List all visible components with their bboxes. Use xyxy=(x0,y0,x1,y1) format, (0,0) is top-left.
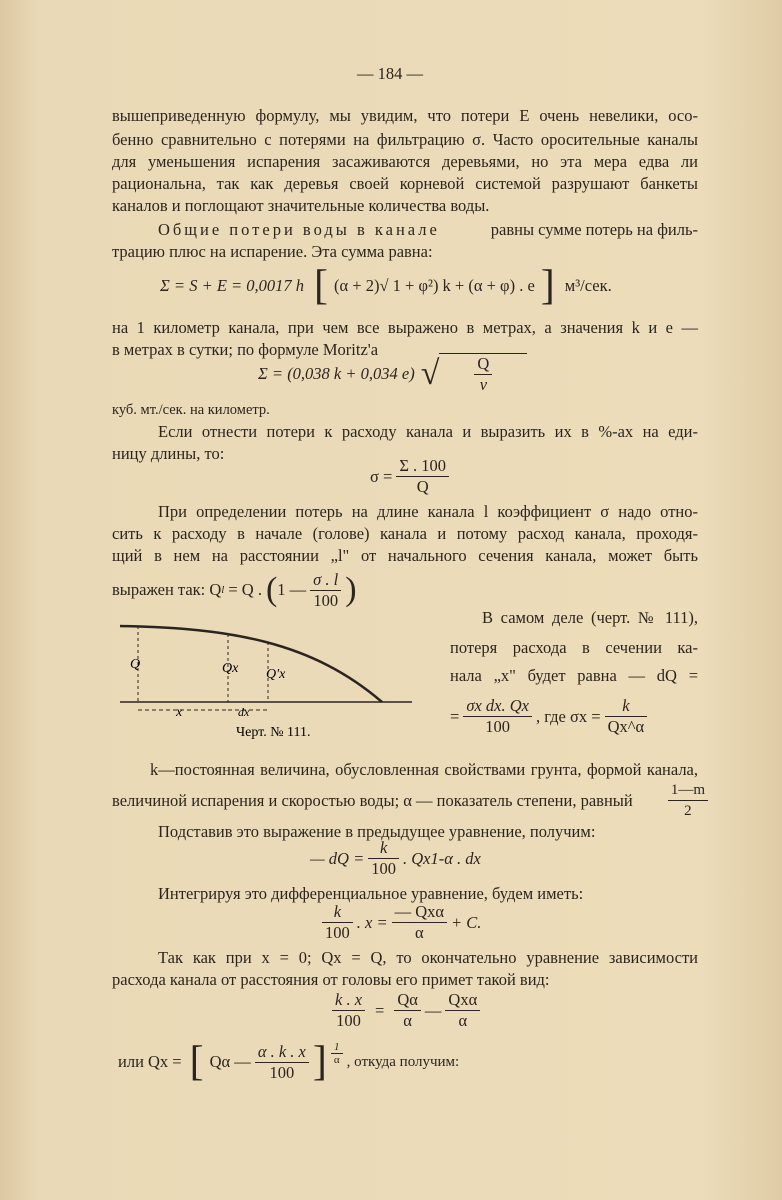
equals: = xyxy=(375,1000,385,1020)
formula-left: — dQ = xyxy=(310,848,365,868)
text-line: ницу длины, то: xyxy=(112,444,225,463)
fig-label-q: Q xyxy=(130,657,141,672)
denominator: α xyxy=(414,923,424,942)
text-fragment: = Q . xyxy=(228,580,262,599)
numerator: σx dx. Qx xyxy=(463,696,532,717)
denominator: α xyxy=(458,1011,468,1030)
subscript: l xyxy=(221,584,225,596)
text-line-spaced xyxy=(158,220,698,240)
text-line: нала „x" будет равна — dQ = xyxy=(450,666,698,685)
denominator: 100 xyxy=(485,717,511,736)
text-line-formula xyxy=(112,570,357,610)
fig-caption: Черт. № 111. xyxy=(236,725,311,740)
numerator: 1—m xyxy=(668,780,708,801)
denominator: 100 xyxy=(325,923,350,942)
text-line: В самом деле (черт. № 111), xyxy=(482,608,698,627)
text-line: потеря расхода в сечении ка- xyxy=(450,638,698,657)
formula-unit: м³/сек. xyxy=(564,276,612,295)
bracket-close: ] xyxy=(312,1039,327,1085)
text-line: Если отнести потери к расходу канала и выразить их в %-ах на еди- xyxy=(158,422,698,441)
exponent-fraction xyxy=(331,1041,343,1066)
text-line: в метрах в сутки; по формуле Moritz'a xyxy=(112,340,379,359)
bracket-open: [ xyxy=(189,1039,204,1085)
numerator: Qxα xyxy=(445,990,480,1011)
text-line-formula xyxy=(112,780,712,821)
denominator: α xyxy=(333,1053,340,1066)
formula-left: или Qx = xyxy=(118,1052,182,1071)
denominator: 2 xyxy=(684,803,692,819)
formula-qx xyxy=(118,1040,459,1084)
paren-close: ) xyxy=(345,571,357,608)
denominator: Qx^α xyxy=(607,717,645,736)
formula-final xyxy=(328,990,484,1031)
text-line: расхода канала от расстояния от головы его примет такой вид: xyxy=(112,970,550,989)
text-line: При определении потерь на длине канала l коэффициент σ надо отно- xyxy=(158,502,698,521)
formula-left: Σ = S + E = 0,0017 h xyxy=(160,276,305,295)
fig-label-dx: dx xyxy=(238,705,250,719)
text-line: Так как при x = 0; Qx = Q, то окончательно уравнение зависимости xyxy=(158,948,698,967)
text-fragment: , откуда получим: xyxy=(346,1054,460,1070)
formula-total-losses xyxy=(160,263,612,309)
formula-right: + C. xyxy=(451,912,482,932)
text-line: вышеприведенную формулу, мы увидим, что потери E очень невелики, осо- xyxy=(112,106,698,125)
text-line: куб. мт./сек. на километр. xyxy=(112,402,270,418)
denominator: v xyxy=(479,375,488,394)
fraction xyxy=(396,456,449,497)
figure-111 xyxy=(112,612,422,742)
text-fragment: величиной испарения и скоростью воды; α — показатель степени, равный xyxy=(112,790,633,810)
text-fragment: 1 — xyxy=(277,580,307,599)
fraction xyxy=(332,990,365,1031)
text-line: рациональна, так как деревья своей корневой системой разрушают банкеты xyxy=(112,174,698,193)
fraction xyxy=(463,696,532,737)
text-line: сить к расходу в начале (голове) канала и потому расход канала, проходя- xyxy=(112,524,698,543)
numerator: k xyxy=(605,696,648,717)
fraction xyxy=(322,902,353,943)
radical-sign: √ xyxy=(420,355,440,392)
numerator: α . k . x xyxy=(255,1042,309,1063)
formula-moritz xyxy=(258,354,527,394)
numerator: σ . l xyxy=(310,570,341,591)
denominator: 100 xyxy=(313,590,339,610)
formula-inner: (α + 2)√ 1 + φ²) k + (α + φ) . e xyxy=(334,276,535,295)
discharge-curve xyxy=(120,626,382,702)
text-line: Подставив это выражение в предыдущее уравнение, получим: xyxy=(158,822,596,841)
minus: — xyxy=(424,1000,442,1020)
denominator: Q xyxy=(416,477,429,496)
fraction xyxy=(474,354,492,395)
fraction xyxy=(310,570,341,611)
numerator: Q xyxy=(474,354,492,375)
denominator: 100 xyxy=(269,1062,295,1082)
bracket-close: ] xyxy=(540,263,555,309)
fraction xyxy=(392,902,447,943)
numerator: — Qxα xyxy=(392,902,447,923)
text-line: k—постоянная величина, обусловленная свойствами грунта, формой канала, xyxy=(150,760,698,779)
fig-label-x: x xyxy=(176,705,183,720)
text-line: трацию плюс на испарение. Эта сумма равна: xyxy=(112,242,433,261)
bracket-open: [ xyxy=(314,263,329,309)
equals: = xyxy=(450,706,460,726)
denominator: α xyxy=(403,1011,412,1030)
numerator: 1 xyxy=(331,1041,343,1054)
fraction xyxy=(255,1042,309,1083)
formula-integral xyxy=(318,902,481,943)
formula-inner: Qα — xyxy=(209,1052,251,1071)
formula-left: σ = xyxy=(370,466,393,486)
paren-open: ( xyxy=(265,571,278,608)
text-line: щий в нем на расстоянии „l" от начального сечения канала, может быть xyxy=(112,546,698,565)
formula-left: Σ = (0,038 k + 0,034 e) xyxy=(258,364,415,383)
fig-label-qx2: Q'x xyxy=(266,667,286,682)
formula-dq-diff xyxy=(310,838,481,879)
fig-label-qx: Qx xyxy=(222,661,239,676)
text-fragment: . x = xyxy=(356,912,388,932)
page-number: — 184 — xyxy=(357,64,423,83)
numerator: k xyxy=(368,838,399,859)
denominator: 100 xyxy=(336,1011,361,1030)
text-fragment: выражен так: Q xyxy=(112,580,222,599)
formula-sigma xyxy=(370,456,453,497)
denominator: 100 xyxy=(371,859,396,878)
spaced-phrase: Общие потери воды в канале xyxy=(158,220,440,239)
fraction xyxy=(668,780,708,821)
text-line: на 1 километр канала, при чем все выражено в метрах, а значения k и e — xyxy=(112,318,698,337)
radicand xyxy=(439,353,527,395)
text-fragment: равны сумме потерь на филь- xyxy=(490,220,698,239)
text-line: бенно сравнительно с потерями на фильтрацию σ. Часто оросительные каналы xyxy=(112,130,698,149)
text-line: каналов и поглощают значительные количества воды. xyxy=(112,196,490,215)
numerator: Qα xyxy=(394,990,421,1011)
fraction xyxy=(394,990,421,1031)
fraction xyxy=(605,696,648,737)
numerator: Σ . 100 xyxy=(396,456,449,477)
fraction xyxy=(445,990,480,1031)
text-line: Интегрируя это дифференциальное уравнение, будем иметь: xyxy=(158,884,584,903)
text-line: для уменьшения испарения засаживаются деревьями, но эта мера едва ли xyxy=(112,152,698,171)
text-fragment: , где σx = xyxy=(535,706,601,726)
numerator: k xyxy=(322,902,353,923)
fraction xyxy=(368,838,399,879)
formula-dq xyxy=(450,696,651,737)
numerator: k . x xyxy=(332,990,365,1011)
formula-right: . Qx1-α . dx xyxy=(402,848,481,868)
